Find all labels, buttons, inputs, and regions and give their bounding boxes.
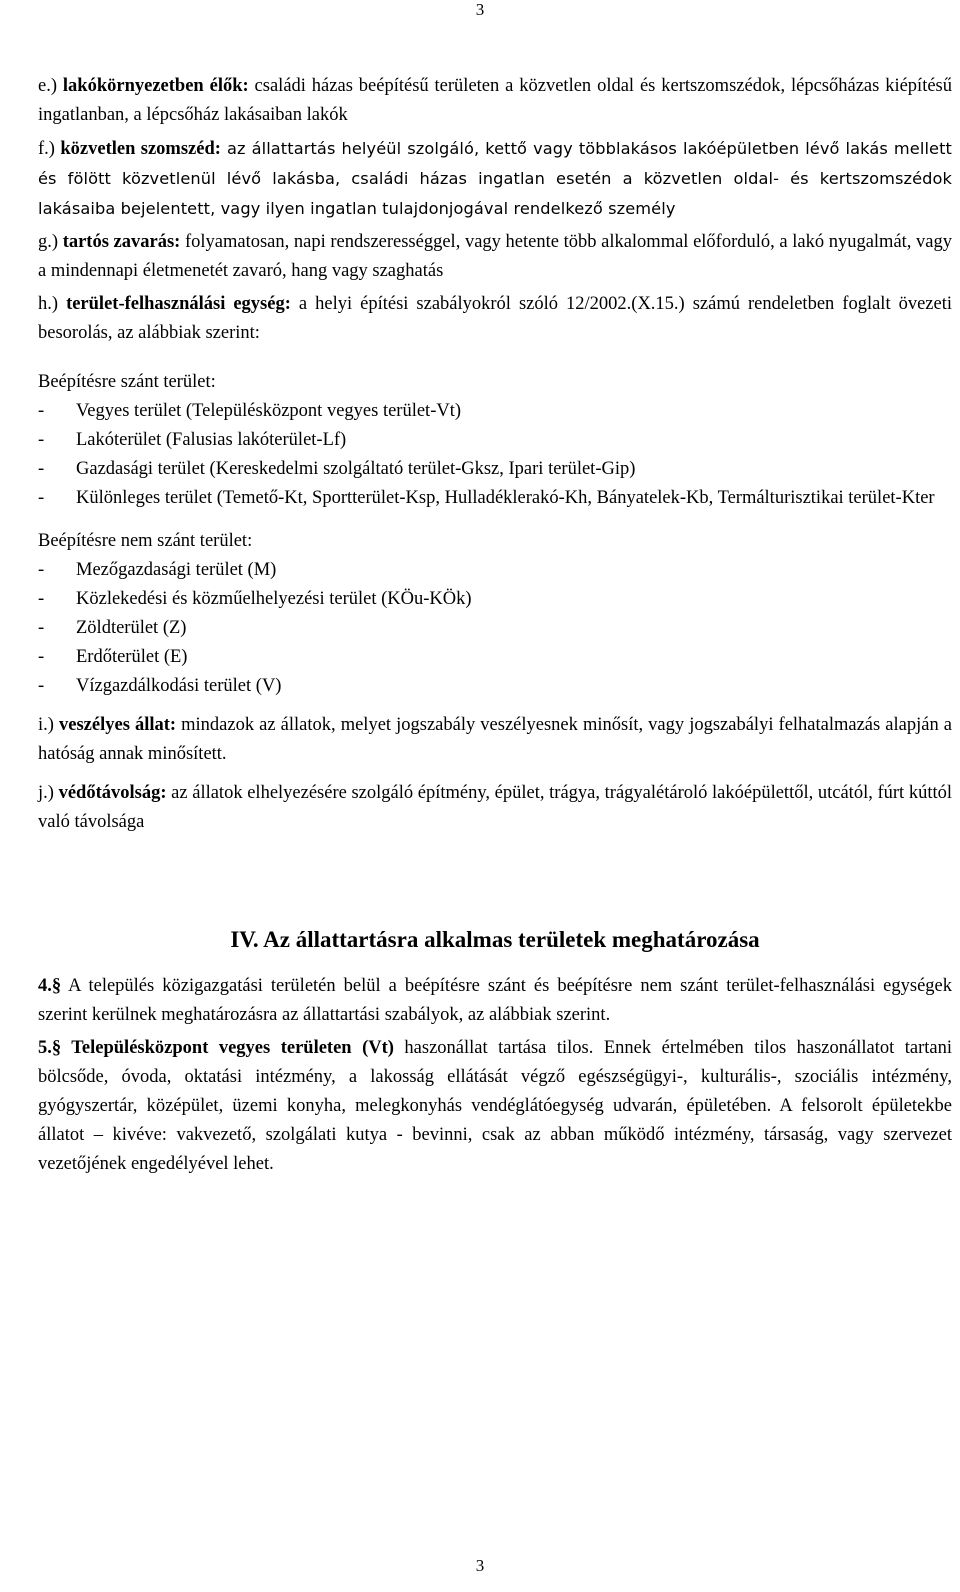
list-dash: - [38, 647, 45, 667]
list-dash: - [38, 589, 45, 609]
list-item [38, 455, 952, 484]
definition-h-text: a helyi építési szabályokról szóló 12/2002.(X.15.) számú rendeletben foglalt övezeti besorolás, az alábbiak szerint: [38, 294, 953, 343]
list-item-text: Különleges terület (Temető-Kt, Sportterület-Ksp, Hulladéklerakó-Kh, Bányatelek-Kb, Termálturisztikai terület-Kter [76, 488, 935, 508]
list-dash: - [38, 676, 45, 696]
list-item [38, 397, 952, 426]
list-dash: - [38, 430, 45, 450]
section-title: IV. Az állattartásra alkalmas területek meghatározása [230, 927, 760, 952]
definition-e-text: családi házas beépítésű területen a közvetlen oldal és kertszomszédok, lépcsőházas kiépítésű ingatlanban, a lépcsőház lakásaiban lakók [38, 76, 952, 125]
paragraph-sign: § [51, 976, 62, 996]
list-item-text: Vízgazdálkodási terület (V) [76, 676, 282, 696]
built-up-area-block [38, 368, 952, 513]
paragraph-5 [38, 1034, 952, 1179]
paragraph-5-text: haszonállat tartása tilos. Ennek értelmében tilos haszonállatot tartani bölcsőde, óvoda, oktatási intézmény, a lakosság ellátását végző egészségügyi-, kulturális-, szociális intézmény, gyógyszertár, középület, üzemi konyha, melegkonyhás vendéglátóegység udvarán, épületében. A felsorolt épületekbe állatot – kivéve: vakvezető, szolgálati kutya - bevinni, csak az abban működő intézmény, társaság, vagy szervezet vezetőjének engedélyével lehet. [38, 1038, 952, 1174]
not-built-up-area-list [38, 556, 952, 701]
page-number-top: 3 [475, 0, 485, 19]
definition-i-term: veszélyes állat: [59, 715, 177, 735]
definition-j-term: védőtávolság: [58, 783, 167, 803]
paragraph-sign: § [51, 1038, 62, 1058]
list-item-text: Közlekedési és közműelhelyezési terület (KÖu-KÖk) [76, 589, 472, 609]
list-item [38, 426, 952, 455]
list-dash: - [38, 488, 45, 508]
list-dash: - [38, 560, 45, 580]
list-item-text: Gazdasági terület (Kereskedelmi szolgáltató terület-Gksz, Ipari terület-Gip) [76, 459, 636, 479]
paragraph-4-text: A település közigazgatási területén belül a beépítésre szánt és beépítésre nem szánt terület-felhasználási egységek szerint kerülnek meghatározásra az állattartási szabályok, az alábbiak szerint. [38, 976, 952, 1025]
page-content [38, 72, 952, 1179]
definition-j-text: az állatok elhelyezésére szolgáló építmény, épület, trágya, trágyalétároló lakóépülettől, utcától, fúrt kúttól való távolsága [38, 783, 953, 832]
definition-f-term: közvetlen szomszéd: [60, 139, 221, 159]
definition-g-text: folyamatosan, napi rendszerességgel, vagy hetente több alkalommal előforduló, a lakó nyugalmát, vagy a mindennapi életmenetét zavaró, hang vagy szaghatás [38, 232, 953, 281]
definition-i-text: mindazok az állatok, melyet jogszabály veszélyesnek minősít, vagy jogszabályi felhatalmazás alapján a hatóság annak minősített. [38, 715, 952, 764]
definition-e-label: e.) [38, 76, 57, 96]
definition-h-term: terület-felhasználási egység: [66, 294, 291, 314]
paragraph-5-bold-text: Településközpont vegyes területen (Vt) [61, 1038, 394, 1058]
definition-j [38, 779, 952, 837]
definition-j-label: j.) [38, 783, 54, 803]
list-item [38, 672, 952, 701]
definition-f [38, 134, 952, 224]
paragraph-5-number: 5. [38, 1038, 52, 1058]
list-item [38, 556, 952, 585]
list-item-text: Mezőgazdasági terület (M) [76, 560, 277, 580]
definition-h-label: h.) [38, 294, 59, 314]
list-item-text: Lakóterület (Falusias lakóterület-Lf) [76, 430, 347, 450]
definition-i [38, 711, 952, 769]
paragraph-4-number: 4. [38, 976, 52, 996]
definition-f-label: f.) [38, 139, 55, 159]
definition-i-label: i.) [38, 715, 54, 735]
list-item [38, 585, 952, 614]
definition-h [38, 290, 952, 348]
built-up-area-list [38, 397, 952, 513]
list-item [38, 484, 952, 513]
list-dash: - [38, 459, 45, 479]
definition-g [38, 228, 952, 286]
definition-e [38, 72, 952, 130]
paragraph-4 [38, 972, 952, 1030]
not-built-up-area-title: Beépítésre nem szánt terület: [38, 531, 253, 551]
definition-e-term: lakókörnyezetben élők: [62, 76, 249, 96]
list-dash: - [38, 618, 45, 638]
list-dash: - [38, 401, 45, 421]
list-item [38, 614, 952, 643]
list-item-text: Erdőterület (E) [76, 647, 188, 667]
not-built-up-area-block [38, 527, 952, 701]
list-item-text: Vegyes terület (Településközpont vegyes terület-Vt) [76, 401, 462, 421]
built-up-area-title: Beépítésre szánt terület: [38, 372, 216, 392]
definition-g-term: tartós zavarás: [62, 232, 181, 252]
page-number-bottom: 3 [475, 1556, 485, 1575]
list-item-text: Zöldterület (Z) [76, 618, 187, 638]
definition-f-text: az állattartás helyéül szolgáló, kettő vagy többlakásos lakóépületben lévő lakás mellett és fölött közvetlenül lévő lakásba, családi házas ingatlan esetén a közvetlen oldal- és kertszomszédok lakásaiba bejelentett, vagy ilyen ingatlan tulajdonjogával rendelkező személy [38, 139, 953, 218]
list-item [38, 643, 952, 672]
definition-g-label: g.) [38, 232, 59, 252]
